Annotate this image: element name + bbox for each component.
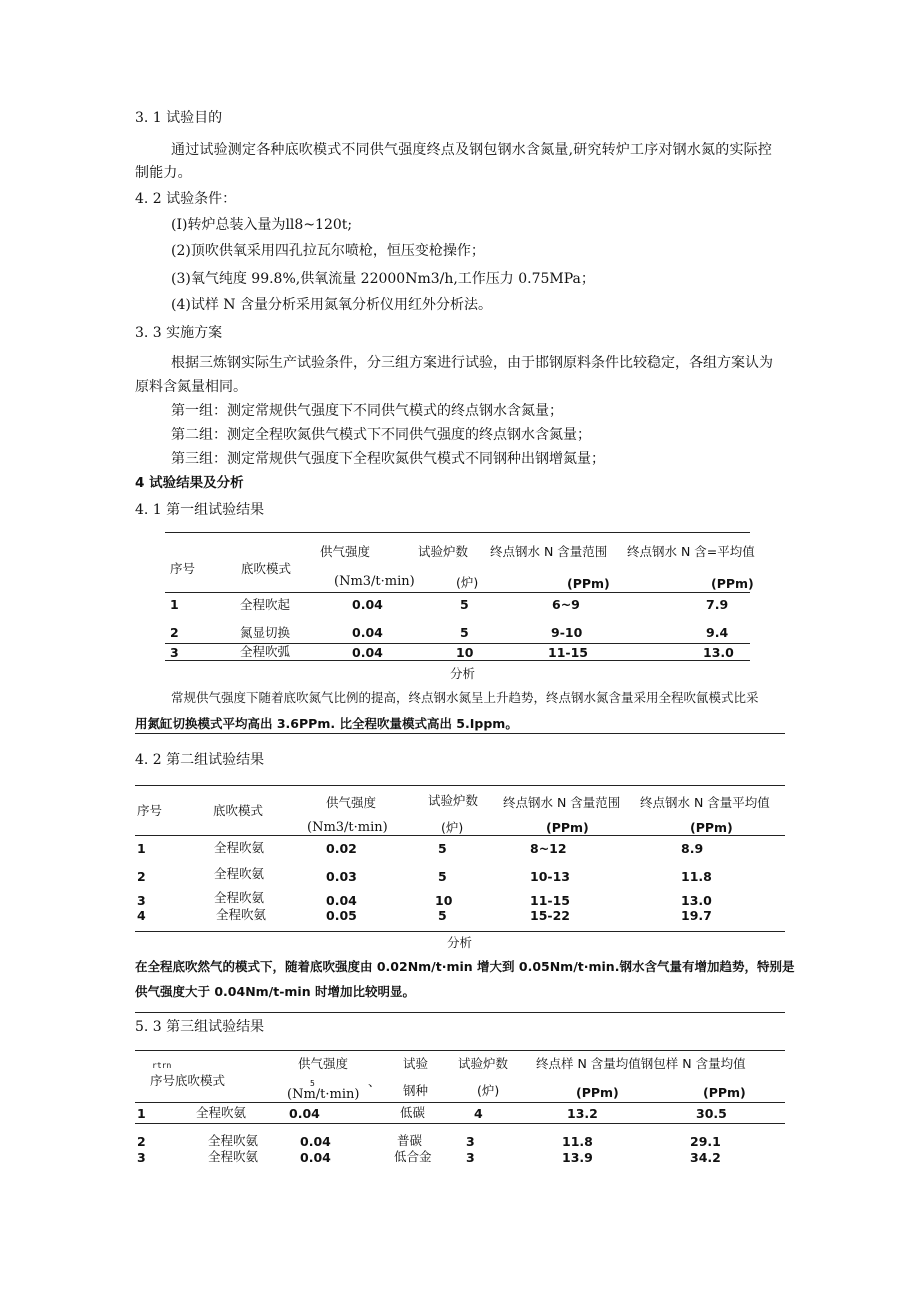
table-2-cell-mode: 全程吹氨 (214, 890, 265, 905)
table-1-header-range-unit: (PPm) (567, 576, 610, 591)
table-2-cell-range: 8~12 (530, 841, 567, 856)
condition-1: (I)转炉总装入量为ll8~120t; (171, 217, 353, 233)
table-3-header-intensity-unit: (Nm/t·min) (287, 1087, 360, 1102)
section-3-2-heading: 4. 2 试验条件： (135, 191, 237, 207)
table-1-cell-avg: 7.9 (706, 597, 729, 612)
section-3-1-text: 通过试验测定各种底吹模式不同供气强度终点及钢包钢水含氮量,研究转炉工序对钢水氮的实际控制能力。 (135, 142, 773, 181)
table-3-cell-grade: 低合金 (394, 1149, 432, 1164)
table-2-header-mode: 底吹模式 (213, 803, 264, 818)
table-2-cell-heats: 10 (435, 893, 453, 908)
table-3-header-end-unit: (PPm) (576, 1085, 619, 1100)
section-3-3-text: 根据三炼钢实际生产试验条件，分三组方案进行试验，由于邯钢原料条件比较稳定，各组方案认为原料含氮量相同。 (135, 355, 773, 395)
table-2-cell-intensity: 0.04 (326, 893, 357, 908)
table-3-header-artifact: rtrn (152, 1061, 172, 1070)
table-3-cell-grade: 普碳 (397, 1133, 423, 1148)
table-3-cell-heats: 3 (466, 1134, 475, 1149)
table-1-header-no: 序号 (170, 561, 196, 576)
table-2-cell-no: 4 (137, 908, 146, 923)
table-3-header-rule (135, 1102, 785, 1103)
table-1-analysis-title: 分析 (450, 666, 476, 681)
table-3-top-rule (135, 1050, 785, 1051)
table-1-header-range: 终点钢水 N 含量范围 (490, 544, 608, 559)
table-1-cell-heats: 5 (460, 625, 469, 640)
section-4-heading: 4 试验结果及分析 (135, 475, 244, 491)
table-2-cell-avg: 8.9 (681, 841, 704, 856)
group-2-heading: 4. 2 第二组试验结果 (135, 752, 265, 768)
table-1-cell-range: 9-10 (551, 625, 583, 640)
table-2-header-intensity-unit: (Nm3/t·min) (307, 820, 388, 835)
table-2-cell-mode: 全程吹氨 (214, 840, 265, 855)
table-1-header-rule (165, 592, 750, 593)
group-1-heading: 4. 1 第一组试验结果 (135, 502, 265, 518)
table-1-header-heats: 试验炉数 (418, 544, 469, 559)
table-1-header-intensity: 供气强度 (320, 544, 371, 559)
group-1-end-rule (135, 733, 785, 734)
table-3-cell-heats: 4 (474, 1106, 483, 1121)
table-3-cell-end: 11.8 (562, 1134, 593, 1149)
table-3-cell-intensity: 0.04 (289, 1106, 320, 1121)
table-2-cell-intensity: 0.05 (326, 908, 357, 923)
table-1-cell-no: 1 (170, 597, 179, 612)
condition-2: (2)顶吹供氧采用四孔拉瓦尔喷枪，恒压变枪操作； (171, 243, 485, 259)
table-2-cell-range: 11-15 (530, 893, 570, 908)
table-3-header-no-mode: 序号底吹模式 (150, 1073, 226, 1088)
table-1-cell-no: 3 (170, 645, 179, 660)
table-1-cell-avg: 9.4 (706, 625, 729, 640)
table-3-cell-end: 13.2 (567, 1106, 598, 1121)
table-1-analysis-line-1: 常规供气强度下随着底吹氮气比例的提高，终点钢水氮呈上升趋势，终点钢水氮含量采用全程吹氤模式比采 (171, 690, 759, 705)
table-1-header-avg-unit: (PPm) (711, 576, 754, 591)
table-2-cell-no: 3 (137, 893, 146, 908)
table-3-cell-ladle: 29.1 (690, 1134, 721, 1149)
condition-4: (4)试样 N 含量分析采用氮氧分析仪用红外分析法。 (171, 297, 492, 313)
table-1-header-mode: 底吹模式 (241, 561, 292, 576)
table-1-cell-intensity: 0.04 (352, 625, 383, 640)
plan-group-3: 第三组：测定常规供气强度下全程吹氮供气模式不同钢种出钢增氮量； (171, 451, 605, 467)
table-2-header-intensity: 供气强度 (326, 795, 377, 810)
table-2-header-rule (135, 835, 785, 836)
table-3-header-superscript: 5 (310, 1079, 315, 1088)
table-3-cell-grade: 低碳 (400, 1105, 426, 1120)
table-1-top-rule (165, 532, 750, 533)
table-3-cell-no: 3 (137, 1150, 146, 1165)
table-2-header-heats-unit: (炉) (441, 820, 464, 835)
table-1-cell-heats: 10 (456, 645, 474, 660)
group-3-heading: 5. 3 第三组试验结果 (135, 1019, 265, 1035)
table-3-cell-ladle: 30.5 (696, 1106, 727, 1121)
table-2-cell-avg: 19.7 (681, 908, 712, 923)
table-2-cell-avg: 13.0 (681, 893, 712, 908)
table-1-cell-intensity: 0.04 (352, 597, 383, 612)
table-2-bottom-rule (135, 931, 785, 932)
plan-group-2: 第二组：测定全程吹氮供气模式下不同供气强度的终点钢水含氮量； (171, 427, 591, 443)
table-2-header-no: 序号 (137, 803, 163, 818)
table-3-header-tick: 、 (368, 1074, 381, 1089)
table-1-header-avg: 终点钢水 N 含=平均值 (627, 544, 755, 559)
table-2-header-range: 终点钢水 N 含量范围 (503, 795, 621, 810)
condition-3: (3)氧气纯度 99.8%,供氧流量 22000Nm3/h,工作压力 0.75MPa； (171, 271, 595, 287)
table-1-cell-intensity: 0.04 (352, 645, 383, 660)
table-3-cell-intensity: 0.04 (300, 1134, 331, 1149)
table-2-cell-mode: 全程吹氨 (216, 907, 267, 922)
table-3-cell-mode: 全程吹氨 (208, 1133, 259, 1148)
table-3-cell-heats: 3 (466, 1150, 475, 1165)
table-2-cell-intensity: 0.03 (326, 869, 357, 884)
table-3-cell-mode: 全程吹氨 (208, 1149, 259, 1164)
table-2-header-avg-unit: (PPm) (690, 820, 733, 835)
table-1-header-heats-unit: (炉) (456, 575, 479, 590)
section-3-3-heading: 3. 3 实施方案 (135, 325, 223, 341)
table-1-cell-heats: 5 (460, 597, 469, 612)
table-2-cell-no: 2 (137, 869, 146, 884)
table-2-cell-range: 10-13 (530, 869, 570, 884)
table-3-cell-mode: 全程吹氨 (196, 1105, 247, 1120)
table-2-cell-avg: 11.8 (681, 869, 712, 884)
table-2-cell-range: 15-22 (530, 908, 570, 923)
table-1-cell-mode: 全程吹起 (240, 597, 291, 612)
table-1-cell-mode: 氮显切换 (240, 625, 291, 640)
table-1-cell-avg: 13.0 (703, 645, 734, 660)
table-3-header-heats: 试验炉数 (458, 1056, 509, 1071)
table-3-cell-ladle: 34.2 (690, 1150, 721, 1165)
table-3-cell-no: 2 (137, 1134, 146, 1149)
table-2-header-avg: 终点钢水 N 含量平均值 (640, 795, 770, 810)
table-2-header-range-unit: (PPm) (546, 820, 589, 835)
plan-group-1: 第一组：测定常规供气强度下不同供气模式的终点钢水含氮量； (171, 403, 563, 419)
table-2-cell-intensity: 0.02 (326, 841, 357, 856)
table-2-header-heats: 试验炉数 (428, 793, 479, 808)
table-3-header-ladle-unit: (PPm) (703, 1085, 746, 1100)
table-2-analysis-line-1: 在全程底吹然气的模式下，随着底吹强度由 0.02Nm/t·min 增大到 0.05Nm/t·min.钢水含气量有增加趋势，特别是 (135, 959, 795, 974)
table-3-header-heats-unit: (炉) (477, 1083, 500, 1098)
table-1-cell-no: 2 (170, 625, 179, 640)
table-2-analysis-line-2: 供气强度大于 0.04Nm/t-min 时增加比较明显。 (135, 984, 415, 999)
table-1-bottom-rule (165, 660, 750, 661)
table-3-header-grade: 试验 (403, 1056, 429, 1071)
table-2-cell-heats: 5 (438, 908, 447, 923)
section-3-1-heading: 3. 1 试验目的 (135, 110, 223, 126)
group-2-end-rule (135, 1012, 785, 1013)
table-2-cell-mode: 全程吹氨 (214, 866, 265, 881)
table-2-analysis-title: 分析 (447, 935, 473, 950)
table-3-cell-intensity: 0.04 (300, 1150, 331, 1165)
table-3-cell-end: 13.9 (562, 1150, 593, 1165)
table-2-top-rule (135, 785, 785, 786)
table-1-cell-mode: 全程吹弧 (240, 644, 291, 659)
table-2-cell-heats: 5 (438, 869, 447, 884)
table-1-header-intensity-unit: (Nm3/t·min) (334, 574, 415, 589)
table-3-header-intensity: 供气强度 (298, 1056, 349, 1071)
table-2-cell-heats: 5 (438, 841, 447, 856)
table-3-cell-no: 1 (137, 1106, 146, 1121)
table-3-header-n-means: 终点样 N 含量均值钢包样 N 含量均值 (536, 1056, 746, 1071)
table-3-row-rule (135, 1123, 785, 1124)
table-1-cell-range: 11-15 (548, 645, 588, 660)
table-3-header-grade-unit: 钢种 (403, 1083, 429, 1098)
table-2-cell-no: 1 (137, 841, 146, 856)
table-1-cell-range: 6~9 (552, 597, 580, 612)
table-1-analysis-line-2: 用氮缸切换模式平均高出 3.6PPm. 比全程吹量模式高出 5.Ippm。 (135, 716, 518, 731)
